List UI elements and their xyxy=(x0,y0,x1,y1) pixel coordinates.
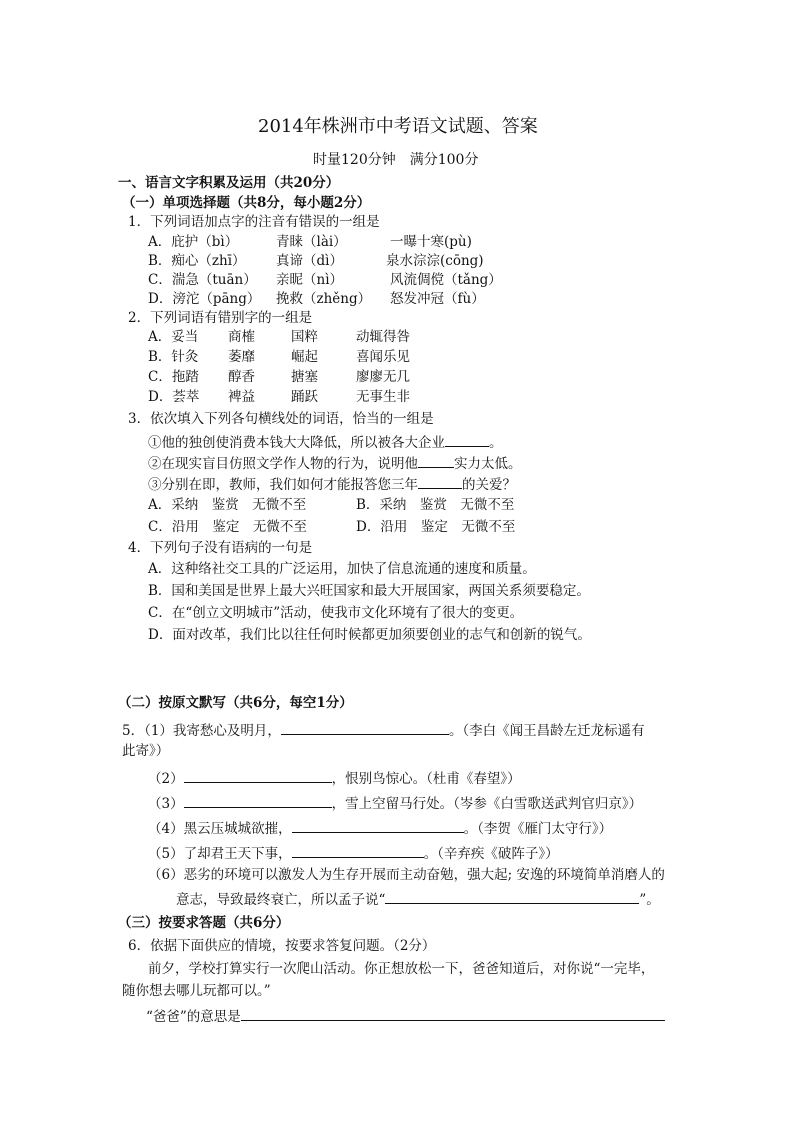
q1-option-b-3: 泉水淙淙(cōng) xyxy=(386,253,484,269)
q2-option-c-4: 廖廖无几 xyxy=(356,369,410,385)
document-subtitle: 时量120分钟 满分100分 xyxy=(313,152,479,168)
q2-option-a-2: 商榷 xyxy=(228,329,255,345)
q3-blank-1[interactable] xyxy=(445,432,489,447)
q4-option-a: A．这种络社交工具的广泛运用，加快了信息流通的速度和质量。 xyxy=(148,561,536,577)
q3-blank-3[interactable] xyxy=(418,474,462,489)
q6-context-1: 前夕，学校打算实行一次爬山活动。你正想放松一下，爸爸知道后，对你说“一完毕， xyxy=(148,961,655,977)
q2-option-b-2: 萎靡 xyxy=(228,349,255,365)
document-title: 2014年株洲市中考语文试题、答案 xyxy=(258,116,538,137)
q2-option-d-2: 裨益 xyxy=(228,389,255,405)
q5-blank-1[interactable] xyxy=(281,720,449,735)
q2-option-a: A．妥当 xyxy=(148,329,199,345)
q3-sentence-3: ③分别在即，教师，我们如何才能报答您三年 的关爱？ xyxy=(148,474,516,494)
q6-answer-blank[interactable] xyxy=(241,1006,665,1021)
q1-option-a-2: 青睐（lài） xyxy=(276,234,347,250)
q5-line-6-cont: 意志，导致最终衰亡，所以孟子说“ ”。 xyxy=(176,889,660,909)
q2-stem: 2．下列词语有错别字的一组是 xyxy=(128,310,313,326)
q2-option-d-4: 无事生非 xyxy=(356,389,410,405)
q1-option-d-2: 挽救（zhěng） xyxy=(276,291,372,307)
q3-sentence-2: ②在现实盲目仿照文学作人物的行为，说明他 实力太低。 xyxy=(148,453,522,473)
q5-line-6: （6）恶劣的环境可以激发人为生存开展而主动奋勉，强大起; 安逸的环境简单消磨人的 xyxy=(148,867,665,883)
q3-stem: 3．依次填入下列各句横线处的词语，恰当的一组是 xyxy=(128,411,434,427)
q5-line-3: （3） ，雪上空留马行处。（岑参《白雪歌送武判官归京》） xyxy=(148,793,642,813)
q3-blank-2[interactable] xyxy=(418,453,454,468)
q2-option-b-4: 喜闻乐见 xyxy=(356,349,410,365)
q5-blank-6[interactable] xyxy=(385,889,639,904)
q2-option-d-3: 踊跃 xyxy=(291,389,318,405)
q1-option-b-2: 真谛（dì） xyxy=(276,253,343,269)
q1-option-d: D．滂沱（pāng） xyxy=(148,291,261,307)
q1-option-b: B．痴心（zhī） xyxy=(148,253,246,269)
q1-option-c-2: 亲昵（nì） xyxy=(276,272,344,288)
q5-line-1-cont: 此寄》） xyxy=(122,743,170,759)
q1-stem: 1．下列词语加点字的注音有错误的一组是 xyxy=(128,214,380,230)
q2-option-c-2: 醇香 xyxy=(228,369,255,385)
q1-option-d-3: 怒发冲冠（fù） xyxy=(390,291,485,307)
section3-heading: （三）按要求答题（共6分） xyxy=(118,915,290,931)
q4-option-b: B．国和美国是世界上最大兴旺国家和最大开展国家，两国关系须要稳定。 xyxy=(148,583,590,599)
q5-line-5: （5）了却君王天下事， 。（辛弃疾《破阵子》） xyxy=(148,843,559,863)
q3-sentence-1: ①他的独创使消费本钱大大降低，所以被各大企业 。 xyxy=(148,432,503,452)
q2-option-b-3: 崛起 xyxy=(291,349,318,365)
q2-option-a-3: 国粹 xyxy=(291,329,318,345)
q5-line-2: （2） ，恨别鸟惊心。（杜甫《春望》） xyxy=(148,768,521,788)
q5-blank-2[interactable] xyxy=(184,768,332,783)
section1-heading: （一）单项选择题（共8分，每小题2分） xyxy=(122,195,371,211)
q6-context-2: 随你想去哪儿玩都可以。” xyxy=(122,983,271,999)
q5-blank-5[interactable] xyxy=(292,843,424,858)
q1-option-a-3: 一曝十寒(pù) xyxy=(390,234,472,250)
q6-question: “爸爸”的意思是 xyxy=(146,1006,665,1026)
q5-blank-3[interactable] xyxy=(184,793,332,808)
q5-line-4: （4）黑云压城城欲摧， 。（李贺《雁门太守行》） xyxy=(148,818,612,838)
q5-line-1: 5．（1）我寄愁心及明月， 。（李白《闻王昌龄左迁龙标遥有 xyxy=(122,720,645,740)
part1-heading: 一、语言文字积累及运用（共20分） xyxy=(118,175,340,191)
q3-option-b: B．采纳 鉴赏 无微不至 xyxy=(356,497,515,513)
q4-stem: 4．下列句子没有语病的一句是 xyxy=(128,540,313,556)
section2-heading: （二）按原文默写（共6分，每空1分） xyxy=(118,695,353,711)
q5-blank-4[interactable] xyxy=(292,818,464,833)
q2-option-d: D．荟萃 xyxy=(148,389,200,405)
q2-option-b: B．针灸 xyxy=(148,349,199,365)
q6-stem: 6．依据下面供应的情境，按要求答复问题。（2分） xyxy=(128,938,436,954)
q3-option-d: D．沿用 鉴定 无微不至 xyxy=(356,519,516,535)
q2-option-a-4: 动辄得咎 xyxy=(356,329,410,345)
q1-option-c: C．湍急（tuān） xyxy=(148,272,257,288)
q1-option-c-3: 风流倜傥（tǎng） xyxy=(390,272,502,288)
q3-option-c: C．沿用 鉴定 无微不至 xyxy=(148,519,307,535)
q1-option-a: A．庇护（bì） xyxy=(148,234,239,250)
q4-option-c: C．在“创立文明城市”活动，使我市文化环境有了很大的变更。 xyxy=(148,605,524,621)
q2-option-c-3: 搪塞 xyxy=(291,369,318,385)
q4-option-d: D．面对改革，我们比以往任何时候都更加须要创业的志气和创新的锐气。 xyxy=(148,627,591,643)
q3-option-a: A．采纳 鉴赏 无微不至 xyxy=(148,497,307,513)
q2-option-c: C．拖踏 xyxy=(148,369,199,385)
